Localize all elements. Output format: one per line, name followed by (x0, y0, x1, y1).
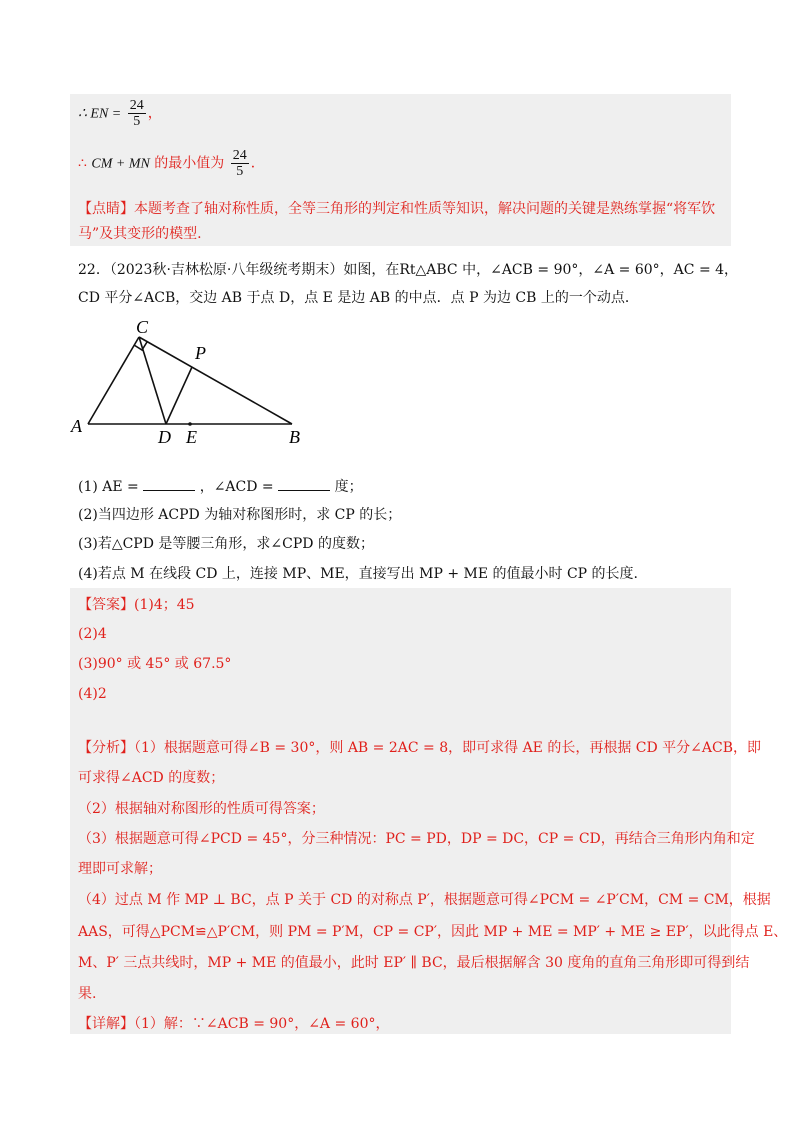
q1-blank-2[interactable] (278, 476, 330, 491)
en-line (78, 98, 162, 129)
segment-ac (88, 337, 139, 424)
cm-expr: CM + MN (91, 156, 150, 172)
q1-part-b: ，∠ACD = (199, 479, 274, 495)
analysis-line-10: 【详解】（1）解：∵∠ACB = 90°，∠A = 60°， (78, 1016, 390, 1032)
point-e-dot (188, 422, 192, 426)
q1-part-c: 度； (334, 479, 363, 495)
answer-2: (2)4 (78, 626, 107, 642)
cm-line (78, 148, 265, 179)
answer-3: (3)90° 或 45° 或 67.5° (78, 656, 232, 672)
en-prefix: ∴ EN = (78, 106, 122, 122)
cm-num: 24 (232, 148, 247, 163)
segment-cd (139, 337, 166, 424)
analysis-line-6: （4）过点 M 作 MP ⊥ BC，点 P 关于 CD 的对称点 P′，根据题意可得∠PCM = ∠P′CM，CM = CM，根据 (78, 892, 771, 908)
cm-period: ． (250, 155, 265, 172)
triangle-lines (88, 337, 292, 424)
analysis-line-2: 可求得∠ACD 的度数； (78, 770, 225, 786)
en-fraction (128, 98, 146, 129)
question-4: (4)若点 M 在线段 CD 上，连接 MP、ME，直接写出 MP + ME 的值最小时 CP 的长度. (78, 566, 638, 582)
q1-blank-1[interactable] (143, 476, 195, 491)
en-den: 5 (133, 114, 141, 129)
cm-fraction (231, 148, 249, 179)
analysis-line-5: 理即可求解； (78, 861, 162, 877)
analysis-line-3: （2）根据轴对称图形的性质可得答案； (78, 801, 325, 817)
segment-cb (139, 337, 292, 424)
analysis-line-7: AAS，可得△PCM≌△P′CM，则 PM = P′M，CP = CP′，因此 MP + ME = MP′ + ME ≥ EP′，以此得点 E、 (78, 924, 788, 940)
question-2: (2)当四边形 ACPD 为轴对称图形时，求 CP 的长； (78, 507, 402, 523)
problem-line-1: 22．（2023秋·吉林松原·八年级统考期末）如图，在Rt△ABC 中，∠ACB = 90°，∠A = 60°，AC = 4， (78, 262, 739, 278)
en-num: 24 (129, 98, 144, 113)
en-comma: ， (147, 105, 162, 122)
analysis-line-9: 果. (78, 986, 97, 1002)
label-c: C (136, 317, 149, 337)
analysis-line-8: M、P′ 三点共线时，MP + ME 的值最小，此时 EP′ ∥ BC，最后根据解含 30 度角的直角三角形即可得到结 (78, 955, 750, 971)
question-3: (3)若△CPD 是等腰三角形，求∠CPD 的度数； (78, 536, 374, 552)
right-angle-mark (134, 342, 147, 350)
comment-line-1: 【点睛】本题考查了轴对称性质，全等三角形的判定和性质等知识，解决问题的关键是熟练掌握“将军饮 (78, 201, 716, 217)
label-e: E (186, 427, 197, 447)
label-b: B (289, 427, 300, 447)
q1-part-a: (1) AE = (78, 479, 139, 495)
answer-1: (1)4；45 (134, 597, 195, 613)
answer-line-1 (78, 595, 195, 615)
answer-label: 【答案】 (78, 597, 134, 613)
analysis-line-4: （3）根据题意可得∠PCD = 45°，分三种情况：PC = PD，DP = DC，CP = CD，再结合三角形内角和定 (78, 831, 755, 847)
cm-text: 的最小值为 (154, 155, 225, 172)
answer-4: (4)2 (78, 686, 107, 702)
question-1 (78, 476, 363, 497)
analysis-line-1: 【分析】（1）根据题意可得∠B = 30°，则 AB = 2AC = 8，即可求得 AE 的长，再根据 CD 平分∠ACB，即 (78, 740, 762, 756)
comment-line-2: 马”及其变形的模型. (78, 226, 202, 242)
cm-den: 5 (236, 164, 244, 179)
label-a: A (71, 416, 82, 436)
problem-line-2: CD 平分∠ACB，交边 AB 于点 D，点 E 是边 AB 的中点．点 P 为边 CB 上的一个动点． (78, 290, 639, 306)
therefore-symbol: ∴ (78, 155, 87, 172)
label-p: P (195, 343, 206, 363)
label-d: D (158, 427, 171, 447)
segment-dp (166, 367, 192, 424)
